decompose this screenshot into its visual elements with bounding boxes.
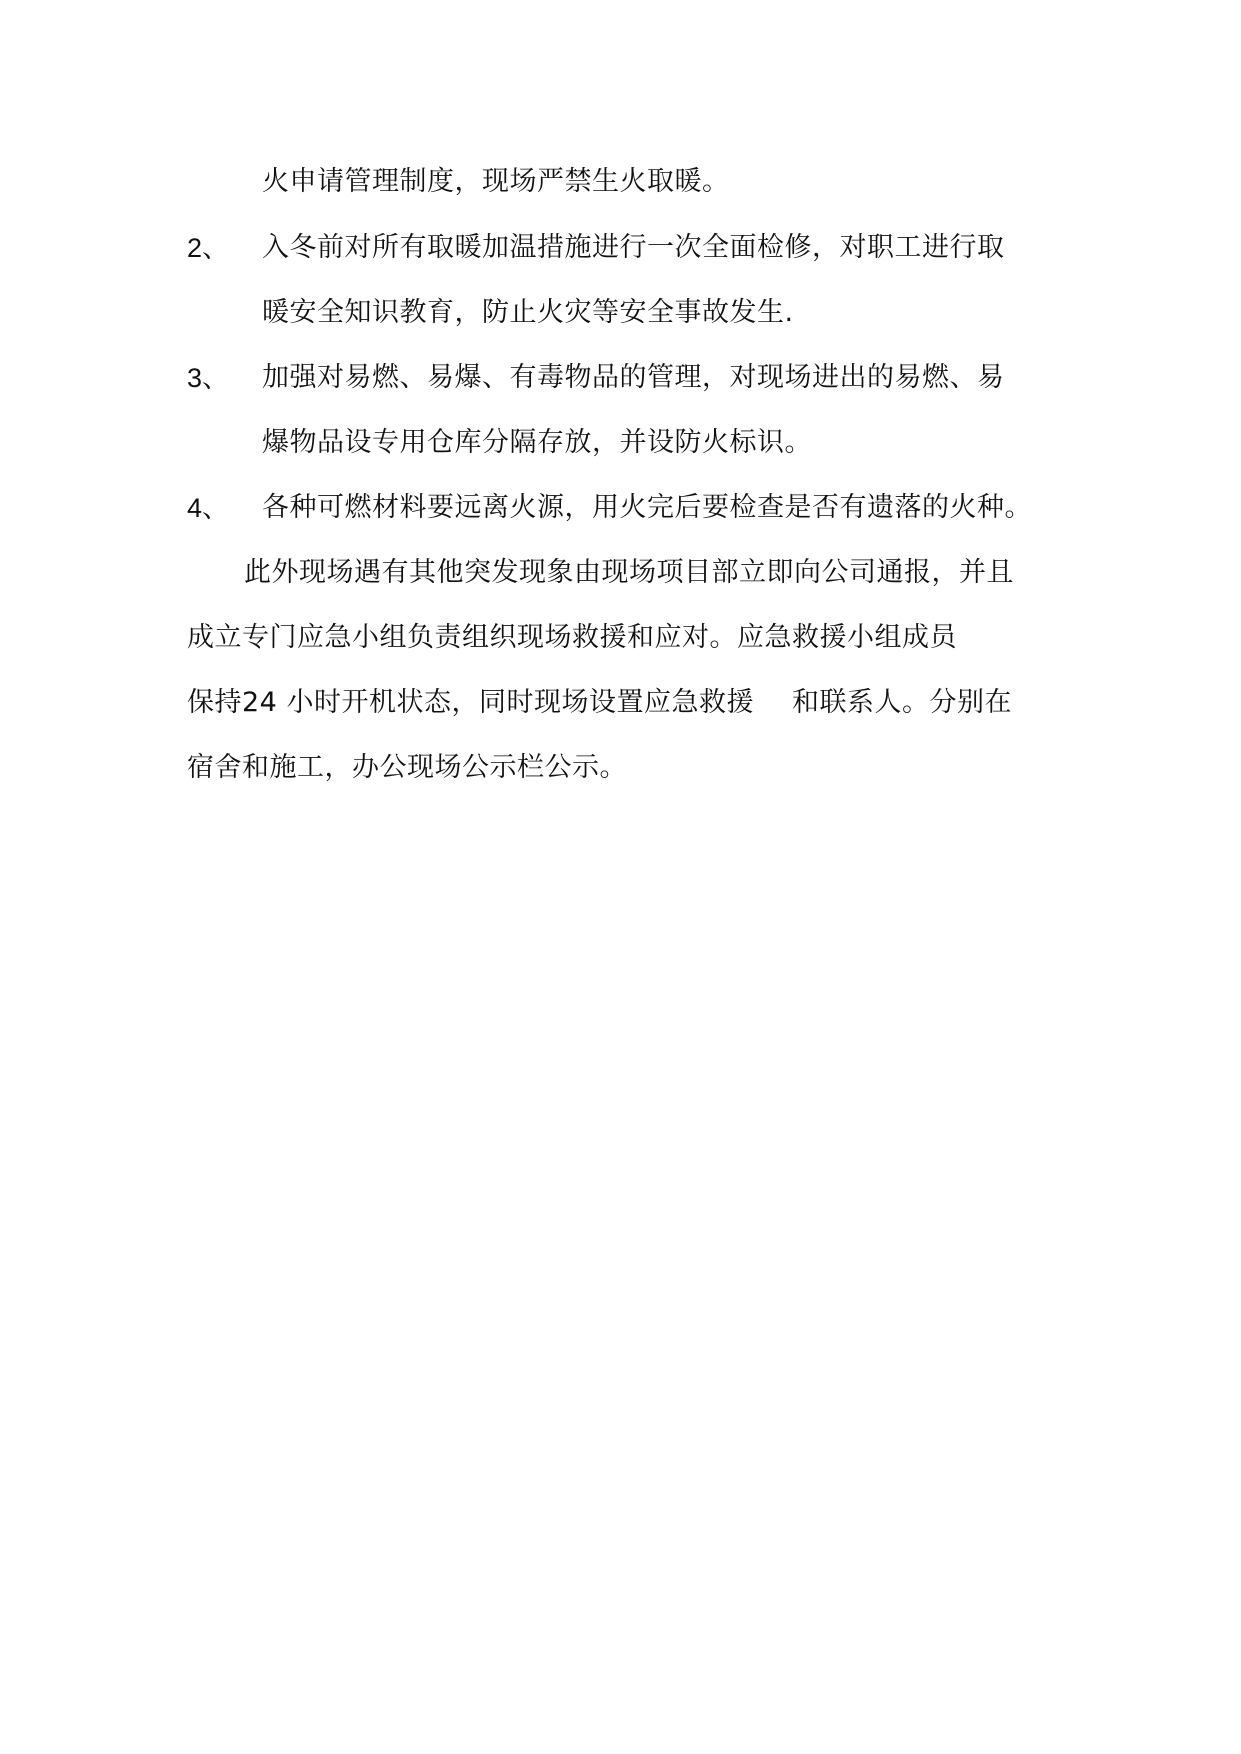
list-item-text: 入冬前对所有取暖加温措施进行一次全面检修，对职工进行取	[262, 232, 1005, 263]
list-item-number: 3、	[187, 363, 230, 393]
paragraph-line: 此外现场遇有其他突发现象由现场项目部立即向公司通报，并且	[244, 557, 1014, 588]
list-item-number: 2、	[187, 233, 230, 263]
paragraph-segment: 保持24 小时开机状态，同时现场设置应急救援	[187, 687, 754, 718]
list-item-text: 爆物品设专用仓库分隔存放，并设防火标识。	[262, 427, 812, 458]
continuation-line: 火申请管理制度，现场严禁生火取暖。	[262, 166, 730, 197]
paragraph-segment: 和联系人。分别在	[791, 687, 1012, 718]
paragraph-line	[187, 686, 1012, 720]
list-item-text: 暖安全知识教育，防止火灾等安全事故发生.	[262, 297, 794, 328]
list-item-text: 各种可燃材料要远离火源，用火完后要检查是否有遗落的火种。	[262, 492, 1032, 523]
list-item-number: 4、	[187, 493, 230, 523]
paragraph-line: 宿舍和施工，办公现场公示栏公示。	[187, 752, 627, 783]
list-item-text: 加强对易燃、易爆、有毒物品的管理，对现场进出的易燃、易	[262, 362, 1005, 393]
paragraph-line: 成立专门应急小组负责组织现场救援和应对。应急救援小组成员	[187, 622, 957, 653]
